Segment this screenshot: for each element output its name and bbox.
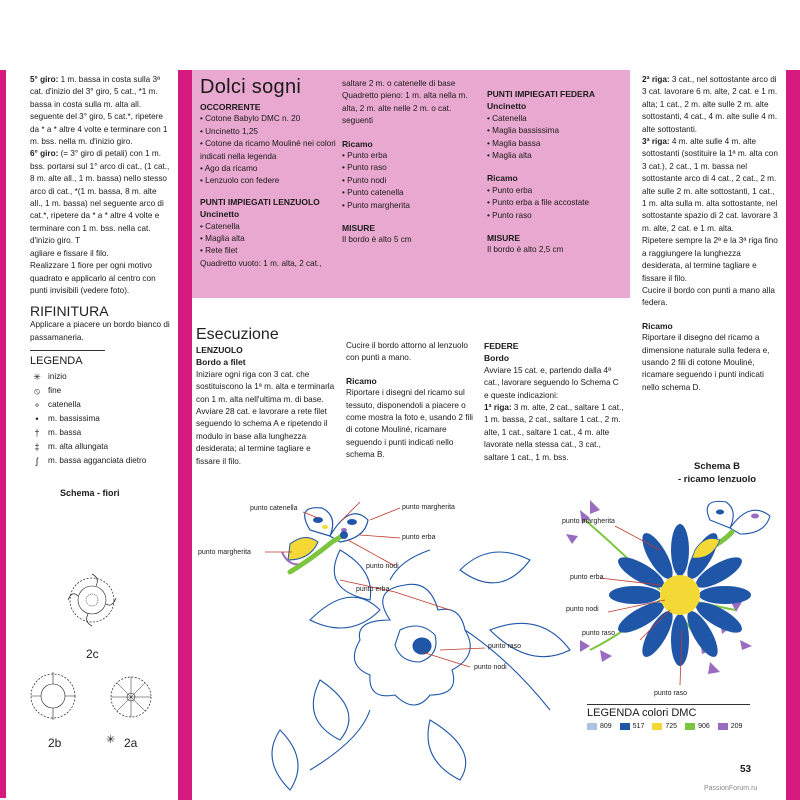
punti-federa-item: • Catenella	[487, 113, 527, 123]
punti-federa-item: • Maglia bassissima	[487, 126, 560, 136]
ricamo-item: • Punto erba	[342, 151, 388, 161]
ricamo-item: • Punto raso	[342, 163, 387, 173]
ricamo-list	[342, 150, 477, 212]
esec-ricamo-heading: Ricamo	[346, 375, 377, 386]
embroidery-illustration-lenzuolo	[190, 480, 610, 800]
cucire-paragraph: Cucire il bordo con punti a mano alla federa.	[642, 285, 775, 308]
cut-thread-text: agliare e fissare il filo.	[30, 248, 109, 258]
ricamo-heading: Ricamo	[342, 138, 373, 149]
label-punto-nodi-1: punto nodi	[366, 563, 399, 570]
color-swatch	[587, 723, 597, 730]
watermark: PassionForum.ru	[704, 785, 758, 792]
dmc-swatch-row	[587, 723, 750, 730]
federe-heading: FEDERE	[484, 341, 519, 351]
right-ricamo-text: Riportare il disegno del ricamo a dimensione naturale sulla federa e, usando 2 fili di cotone Mouliné, ricamare seguendo i punti indicati nello schema D.	[642, 333, 770, 392]
label-punto-raso-1: punto raso	[488, 643, 522, 650]
label-punto-margherita-2: punto margherita	[402, 504, 455, 511]
dmc-color-legend	[587, 704, 750, 730]
label-punto-erba-1: punto erba	[402, 534, 436, 541]
label-r-punto-margherita: punto margherita	[562, 518, 615, 525]
legend-row	[30, 384, 170, 398]
schema-b-title	[662, 460, 772, 486]
daisy-flower-icon	[609, 524, 751, 666]
legend-label: inizio	[48, 372, 67, 382]
label-punto-catenella: punto catenella	[250, 505, 298, 512]
left-edge-bar	[0, 70, 6, 798]
punti-lenzuolo-heading: PUNTI IMPIEGATI LENZUOLO	[200, 196, 320, 207]
dmc-legend-title: LEGENDA colori DMC	[587, 704, 750, 719]
info-box	[192, 70, 630, 298]
occorrente-item: • Uncinetto 1,25	[200, 126, 258, 136]
esecuzione-col-1	[196, 322, 336, 468]
cucire-bordo-text: Cucire il bordo attorno al lenzuolo con punti a mano.	[346, 341, 468, 363]
legend-label: m. bassa	[48, 428, 82, 438]
federe-p1: Avviare 15 cat. e, partendo dalla 4ª cat., lavorare seguendo lo Schema C e queste indicazioni:	[484, 365, 619, 400]
federa-ricamo-item: • Punto raso	[487, 210, 532, 220]
legend-row	[30, 370, 170, 384]
quadretto-pieno-text: Quadretto pieno: 1 m. alta nella m. alta, 2 m. alte nelle 2 m. o cat. seguenti	[342, 91, 468, 126]
saltare-text: saltare 2 m. o catenelle di base	[342, 79, 456, 88]
color-swatch	[718, 723, 728, 730]
left-column	[30, 74, 170, 498]
flower-outline-icon	[272, 550, 570, 790]
giro-6-paragraph: 6° giro: (= 3° giro di petali) con 1 m. bss. portarsi sul 1° arco di cat., (1 cat., 8 m. alte all., 1 m. bassa) nello stesso arco di cat., *(1 m. bassa, 8 m. alte all., 1 m. bassa) nel seguente arco di cat.*, ripetere da * a * altre 4 volte e terminare con 1 m. bss. nella cat. d'inizio giro. T	[30, 149, 170, 246]
esecuzione-col-2	[346, 340, 474, 462]
federa-ricamo-item: • Punto erba a file accostate	[487, 198, 590, 208]
federa-uncinetto-heading: Uncinetto	[487, 101, 527, 112]
punti-lenzuolo-item: • Maglia alta	[200, 234, 245, 244]
occorrente-item: • Lenzuolo con federe	[200, 176, 280, 186]
color-swatch	[652, 723, 662, 730]
apply-flower-text: Realizzare 1 fiore per ogni motivo quadrato e applicarlo al centro con punti invisibili (vedere foto).	[30, 261, 156, 295]
legend-row	[30, 440, 170, 454]
punti-federa-item: • Maglia bassa	[487, 138, 541, 148]
stitch-symbol-icon: •	[35, 414, 39, 425]
esecuzione-p1: Iniziare ogni riga con 3 cat. che sostituiscono la 1ª m. alta e terminarla con 1 m. alta nell'ultima m. di base.	[196, 369, 335, 404]
label-punto-erba-2: punto erba	[356, 586, 390, 593]
right-column	[642, 74, 780, 394]
label-r-punto-erba: punto erba	[570, 574, 604, 581]
label-punto-margherita-1: punto margherita	[198, 549, 251, 556]
color-code: 809	[600, 723, 612, 730]
ricamo-item: • Punto nodi	[342, 175, 387, 185]
label-2c: 2c	[86, 647, 99, 661]
federa-misure-heading: MISURE	[487, 233, 521, 244]
color-code: 906	[698, 723, 710, 730]
color-swatch	[685, 723, 695, 730]
esec-ricamo-text: Riportare i disegni del ricamo sul tessuto, disponendoli a piacere o come mostra la foto e, usando 2 fili di cotone Mouliné, ricamare seguendo i punti indicati nello schema B.	[346, 388, 473, 460]
riga-3-paragraph: 3ª riga: 4 m. alte sulle 4 m. alte sottostanti (sostituire la 1ª m. alta con 3 cat.), 2 cat., 1 m. bassa nel sottostante arco di 4 cat., 2 cat., 2 m. alte sulle 2 m. alte sottostanti, 1 cat., 1 m. alta sulla m. alta sottostante, nel sottostante spazio di 2 cat. lavorare 3 m. alte, 2 cat. e 1 m. alta.	[642, 137, 778, 233]
punti-lenzuolo-item: • Rete filet	[200, 246, 238, 256]
schema-fiori-title: Schema - fiori	[60, 488, 120, 499]
legend-label: fine	[48, 386, 62, 396]
giro-5-paragraph: 5° giro: 1 m. bassa in costa sulla 3ª cat. d'inizio del 3° giro, 5 cat., *1 m. bassa in costa sulla m. alta all. seguente del 3° giro, 5 cat.*, ripetere da * a * altre 4 volte e terminare con 1 m. bss. nella m. d'inizio giro.	[30, 75, 168, 147]
legend-label: m. bassa agganciata dietro	[48, 456, 147, 466]
label-2b: 2b	[48, 736, 62, 750]
label-r-punto-raso-1: punto raso	[582, 630, 616, 637]
stitch-symbol-icon: ⦸	[34, 386, 40, 397]
punti-lenzuolo-item: • Catenella	[200, 221, 240, 231]
label-punto-nodi-2: punto nodi	[474, 664, 507, 671]
federe-riga-1: 1ª riga: 3 m. alte, 2 cat., saltare 1 cat., 1 m. bassa, 2 cat., saltare 1 cat., 2 m. alte, 1 cat., saltare 1 cat., 4 m. alte lavorate nella stessa cat., 3 cat., saltare 1 cat., 1 m. bss.	[484, 403, 624, 462]
occorrente-item: • Cotone da ricamo Mouliné nei colori indicati nella legenda	[200, 139, 336, 161]
rifinitura-text: Applicare a piacere un bordo bianco di passamaneria.	[30, 320, 170, 342]
label-r-punto-nodi: punto nodi	[566, 606, 599, 613]
stitch-symbol-icon: ⚬	[33, 400, 41, 411]
federa-misure-text: Il bordo è alto 2,5 cm	[487, 245, 564, 255]
occorrente-heading: OCCORRENTE	[200, 102, 261, 112]
label-r-punto-raso-2: punto raso	[654, 690, 688, 697]
flower-diagram-2b	[22, 664, 84, 728]
legend-row	[30, 398, 170, 412]
occorrente-list	[200, 113, 340, 187]
stitch-symbol-icon: ʃ	[36, 456, 38, 467]
start-marker-icon: ✳	[106, 734, 116, 746]
schema-b-line2: - ricamo lenzuolo	[677, 474, 757, 485]
legend-label: m. bassissima	[48, 414, 100, 424]
punti-federa-heading: PUNTI IMPIEGATI FEDERA	[487, 89, 595, 99]
misure-heading: MISURE	[342, 223, 376, 234]
legend-label: m. alta allungata	[48, 442, 109, 452]
page-title: Dolci sogni	[200, 76, 302, 98]
esecuzione-col-3	[484, 340, 624, 464]
bordo-heading: Bordo	[484, 353, 510, 364]
ripetere-paragraph: Ripetere sempre la 2ª e la 3ª riga fino a raggiungere la lunghezza desiderata, al termine tagliare e fissare il filo.	[642, 236, 778, 283]
info-col-2	[342, 78, 477, 247]
info-col-3	[487, 88, 627, 257]
punti-federa-list	[487, 113, 627, 163]
right-edge-bar	[786, 70, 800, 800]
bordo-filet-heading: Bordo a filet	[196, 357, 246, 368]
stitch-symbol-icon: ‡	[34, 442, 40, 453]
quadretto-vuoto-text: Quadretto vuoto: 1 m. alta, 2 cat.,	[200, 258, 322, 268]
ricamo-item: • Punto margherita	[342, 200, 410, 210]
color-code: 209	[730, 723, 743, 730]
punti-lenzuolo-list	[200, 221, 340, 258]
occorrente-item: • Ago da ricamo	[200, 164, 258, 174]
info-col-1	[200, 76, 340, 270]
misure-text: Il bordo è alto 5 cm	[342, 235, 412, 245]
stitch-symbol-icon: ✳	[33, 372, 41, 383]
ricamo-item: • Punto catenella	[342, 188, 404, 198]
esecuzione-p2: Avviare 28 cat. e lavorare a rete filet seguendo lo schema A e ripetendo il modulo in base alla lunghezza desiderata; al termine tagliare e fissare il filo.	[196, 407, 328, 466]
flower-diagram-2c	[60, 568, 124, 634]
legend-divider	[30, 350, 105, 351]
legend-label: catenella	[48, 400, 81, 410]
legend-row	[30, 454, 170, 468]
color-swatch	[620, 723, 630, 730]
stitch-symbol-icon: †	[34, 428, 40, 439]
legenda-list	[30, 370, 170, 468]
legend-row	[30, 426, 170, 440]
legend-row	[30, 412, 170, 426]
uncinetto-heading: Uncinetto	[200, 209, 240, 220]
federa-ricamo-item: • Punto erba	[487, 185, 533, 195]
federa-ricamo-heading: Ricamo	[487, 173, 518, 184]
lenzuolo-heading: LENZUOLO	[196, 345, 243, 355]
label-2a: 2a	[124, 736, 138, 750]
flower-diagram-2a	[100, 666, 162, 728]
schema-b-line1: Schema B	[694, 461, 740, 472]
color-code: 725	[665, 723, 678, 730]
riga-2-paragraph: 2ª riga: 3 cat., nel sottostante arco di 3 cat. lavorare 6 m. alte, 2 cat. e 1 m. alta; 1 cat., 2 m. alte sulle 2 m. alte sottostanti, 4 cat., 4 m. alte sulle 4 m. alte sottostanti.	[642, 75, 778, 134]
butterfly-right-icon	[692, 501, 770, 558]
punti-federa-item: • Maglia alta	[487, 151, 532, 161]
color-code: 517	[632, 723, 645, 730]
federa-ricamo-list	[487, 185, 627, 222]
occorrente-item: • Cotone Babylo DMC n. 20	[200, 114, 301, 124]
page-number: 53	[740, 764, 752, 775]
legenda-title: LEGENDA	[30, 355, 83, 368]
rifinitura-title: RIFINITURA	[30, 303, 109, 320]
esecuzione-title: Esecuzione	[196, 326, 279, 343]
right-ricamo-heading: Ricamo	[642, 320, 673, 331]
